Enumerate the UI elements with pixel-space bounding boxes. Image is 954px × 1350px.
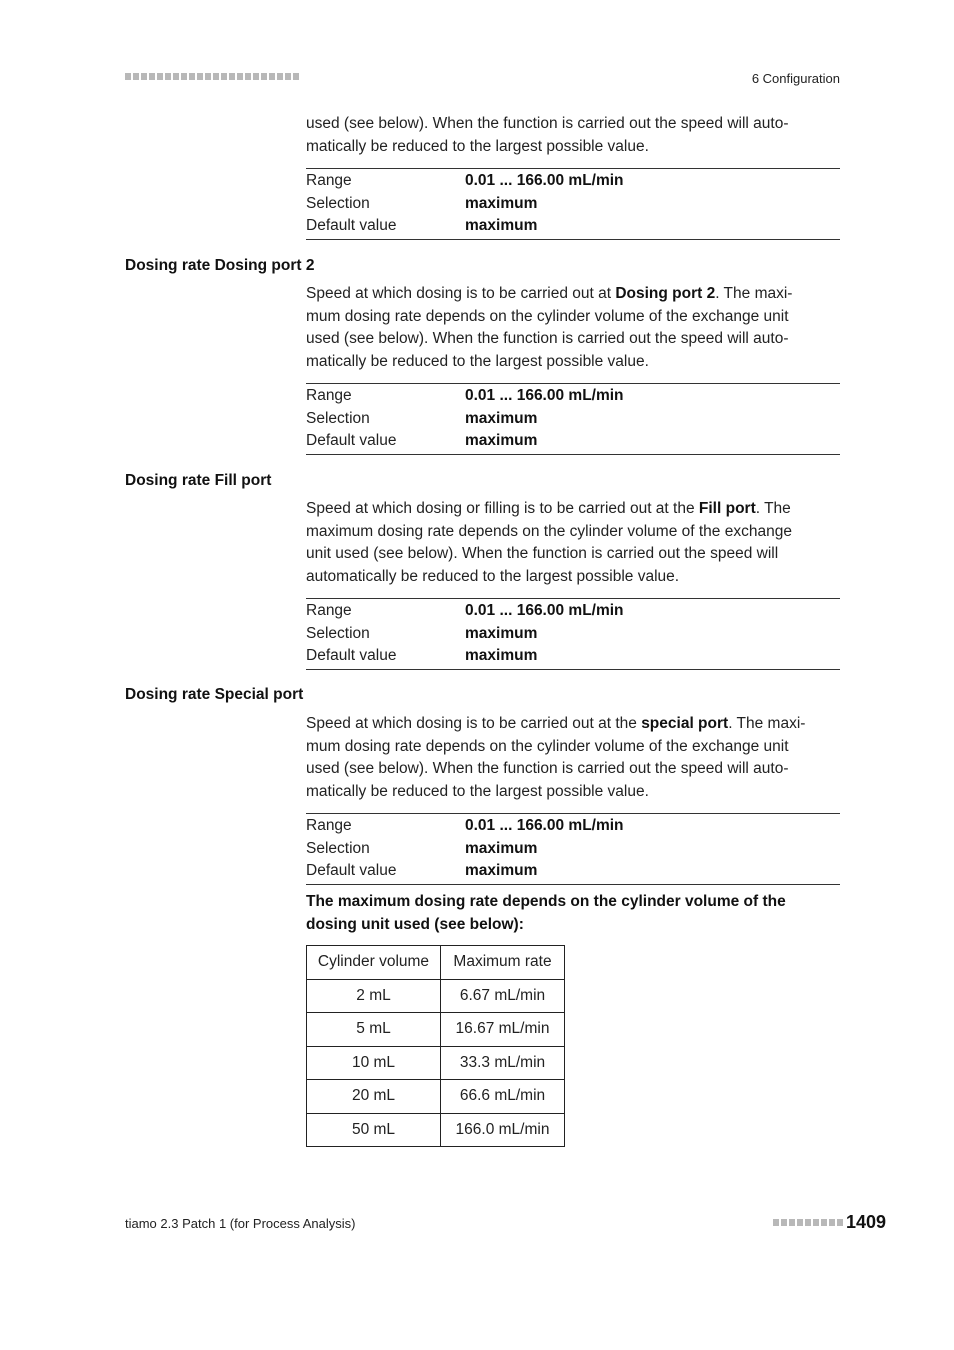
table-row: 50 mL 166.0 mL/min bbox=[307, 1113, 565, 1147]
table-row: 20 mL 66.6 mL/min bbox=[307, 1080, 565, 1114]
heading-dosing-port-2: Dosing rate Dosing port 2 bbox=[125, 257, 315, 274]
param-table-fill-port bbox=[306, 598, 840, 670]
table-row: 2 mL 6.67 mL/min bbox=[307, 979, 565, 1013]
param-row-selection: Selection maximum bbox=[306, 409, 538, 427]
param-row-default: Default value maximum bbox=[306, 647, 538, 664]
table-row: 5 mL 16.67 mL/min bbox=[307, 1013, 565, 1047]
param-row-range: Range 0.01 ... 166.00 mL/min bbox=[306, 172, 624, 189]
col-header-maximum-rate: Maximum rate bbox=[441, 946, 565, 980]
param-row-default: Default value maximum bbox=[306, 432, 538, 449]
param-row-selection: Selection maximum bbox=[306, 194, 538, 212]
cylinder-note: The maximum dosing rate depends on the cylinder volume of the dosing unit used (see below): bbox=[306, 893, 786, 933]
desc-dosing-port-2: Speed at which dosing is to be carried out at Dosing port 2. The maxi- mum dosing rate depends on the cylinder volume of the exchange unit used (see below). When the function is carried out the speed will auto- matically be reduced to the largest possible value. bbox=[306, 285, 793, 370]
param-row-default: Default value maximum bbox=[306, 862, 538, 879]
desc-fill-port: Speed at which dosing or filling is to be carried out at the Fill port. The maximum dosing rate depends on the cylinder volume of the exchange unit used (see below). When the function is carried out the speed will automatically be reduced to the largest possible value. bbox=[306, 500, 792, 585]
param-row-range: Range 0.01 ... 166.00 mL/min bbox=[306, 387, 624, 404]
param-row-default: Default value maximum bbox=[306, 217, 538, 234]
col-header-cylinder-volume: Cylinder volume bbox=[307, 946, 441, 980]
header-decoration bbox=[125, 73, 299, 81]
table-header-row bbox=[307, 946, 565, 980]
cylinder-table bbox=[306, 945, 565, 1147]
param-row-range: Range 0.01 ... 166.00 mL/min bbox=[306, 817, 624, 834]
param-row-selection: Selection maximum bbox=[306, 839, 538, 857]
heading-special-port: Dosing rate Special port bbox=[125, 686, 304, 703]
param-row-selection: Selection maximum bbox=[306, 624, 538, 642]
footer-decoration bbox=[773, 1219, 843, 1227]
desc-special-port: Speed at which dosing is to be carried out at the special port. The maxi- mum dosing rate depends on the cylinder volume of the exchange unit used (see below). When the function is carried out the speed will auto- matically be reduced to the largest possible value. bbox=[306, 715, 806, 800]
intro-paragraph: used (see below). When the function is carried out the speed will auto- matically be reduced to the largest possible value. bbox=[306, 115, 789, 155]
header-section-title: 6 Configuration bbox=[751, 71, 840, 86]
param-table-intro bbox=[306, 168, 840, 240]
param-table-special-port bbox=[306, 813, 840, 885]
table-row: 10 mL 33.3 mL/min bbox=[307, 1046, 565, 1080]
footer-product: tiamo 2.3 Patch 1 (for Process Analysis) bbox=[125, 1216, 356, 1231]
page-number: 1409 bbox=[846, 1212, 887, 1232]
param-table-dosing-port-2 bbox=[306, 383, 840, 455]
param-row-range: Range 0.01 ... 166.00 mL/min bbox=[306, 602, 624, 619]
heading-fill-port: Dosing rate Fill port bbox=[125, 472, 272, 489]
